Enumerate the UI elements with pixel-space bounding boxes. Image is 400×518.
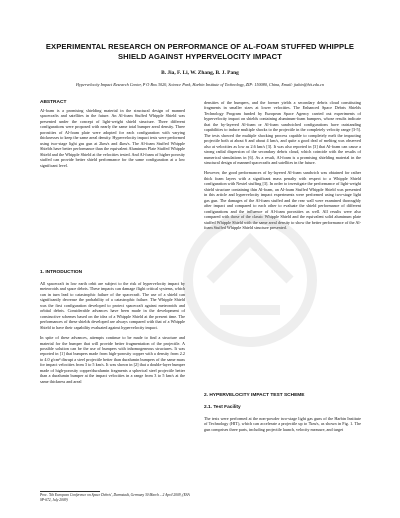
section-2-heading: 2. HYPERVELOCITY IMPACT TEST SCHEME	[204, 393, 305, 398]
section-2-1-heading: 2.1. Test Facility	[204, 405, 241, 410]
paper-authors: B. Jia, F. Li, W. Zhang, B. J. Pang	[161, 70, 239, 76]
paper-title: EXPERIMENTAL RESEARCH ON PERFORMANCE OF AL-FOAM STUFFED WHIPPLE SHIELD AGAINST HYPERVELOCITY IMPACT	[45, 42, 355, 61]
footnote-rule	[40, 491, 100, 492]
abstract-heading: ABSTRACT	[40, 100, 67, 105]
abstract-text: Al-foam is a promising shielding material in the structural design of manned spacecrafts and satellites in the future. An Al-foam Stuffed Whipple Shield was presented under the concept of light-weight shield structure. Three different configurations were proposed with nearly the same total bumper areal density. Three porosities of Al-foam plate were adopted for each configuration with varying thicknesses to keep the same areal density. Hypervelocity impact tests were performed using two-stage light gas gun at 2km/s and 4km/s. The Al-foam Stuffed Whipple Shields have better performance than the equivalent Aluminum Plate Stuffed Whipple Shield and the Whipple Shield at the velocities tested. And Al-foam of higher porosity stuffed can provide better shield performance for the same configuration at a low significant level.	[40, 108, 185, 168]
intro-paragraph-1: All spacecraft in low earth orbit are subject to the risk of hypervelocity impact by meteoroids and space debris. These impacts can damage flight critical systems, which can in turn lead to catastrophic failure of the spacecraft. The use of a shield can significantly decrease the probability of a catastrophic failure. The Whipple Shield was the first configuration developed to protect spacecraft against meteoroids and orbital debris. Considerable advances have been made in the development of constructive schemes based on the idea of a Whipple Shield at the present time. The performances of these shields developed are always compared with that of a Whipple Shield to have their capability evaluated against hypervelocity impact.	[40, 281, 185, 330]
right-paragraph-2: However, the good performances of by-layered Al-foam sandwich was obtained for rather thick foam layers with a significant mass penalty with respect to a Whipple Shield configuration with Nextel stuffing [3]. In order to investigate the performance of light-weight shield structure containing thin Al-foam, an Al-foam Stuffed Whipple Shield was presented in this article and hypervelocity impact experiments were performed using two-stage light gas gun. The damages of the Al-foam stuffed and the rear wall were examined thoroughly after impact and compared to each other to evaluate the shield performance of different configurations and the influence of Al-foam porosities as well. All results were also compared with those of the classic Whipple Shield and the equivalent solid aluminum plate stuffed Whipple Shield with the same areal density to show the better performance of the Al-foam Stuffed Whipple Shield structure presented.	[204, 170, 361, 230]
section-2-1-text: The tests were performed at the non-powder two-stage light gas guns of the Harbin Institute of Technology (HIT), which can accelerate a projectile up to 7km/s, as shown in Fig. 1. The gun comprises three parts, including projectile launch, velocity measure, and target	[204, 416, 361, 432]
introduction-heading: 1. INTRODUCTION	[40, 270, 83, 275]
footnote: Proc. '5th European Conference on Space Debris', Darmstadt, Germany 30 March – 2 April 2009, (ESA SP-672, July 2009)	[40, 493, 190, 502]
right-paragraph-1: densities of the bumpers, and the former yields a secondary debris cloud constituting fragments in smaller sizes at lower velocities. The Enhanced Space Debris Shields Technology Program funded by European Space Agency carried out experiments of hypervelocity impact on shields containing aluminum-foam bumpers, whose results indicate that the by-layered Al-foam or Al-foam sandwiched configurations have outstanding capabilities to induce multiple shocks to the projectile in the completely velocity range [3-5]. The tests showed the multiple shocking process capable to completely melt the impacting projectile both at about 6 and about 4 km/s, and quite a good deal of melting was observed also at velocities as low as 2.6 km/s [3]. It was also reported in [3] that Al-foam can cause a strong radial dispersion of the secondary debris cloud, which coincide with the results of numerical simulations in [6]. As a result, Al-foam is a promising shielding material in the structural design of manned spacecrafts and satellites in the future.	[204, 100, 361, 165]
intro-paragraph-2: In spite of these advances, attempts continue to be made to find a structure and material for the bumper that will provide better fragmentation of the projectile. A possible solution can be the use of bumpers with inhomogeneous structures. It was reported in [1] that bumpers made from high-porosity copper with a density from 2.2 to 4.0 g/cm³ disrupt a steel projectile better than duralumin bumpers of the same mass for impact velocities from 3 to 5 km/s. It was shown in [2] that a double-layer bumper made of high-porosity copper/duralumin fragments a spherical steel projectile better than a duralumin bumper at the impact velocities in a range from 3 to 5 km/s at the same thickness and areal	[40, 335, 185, 384]
paper-affiliation: Hypervelocity Impact Research Center, P O Box 3020, Science Park, Harbin Institute of Technology, ZIP: 150080, China, Email: jiabin@hit.edu.cn	[76, 82, 324, 87]
watermark-logo	[150, 200, 350, 360]
